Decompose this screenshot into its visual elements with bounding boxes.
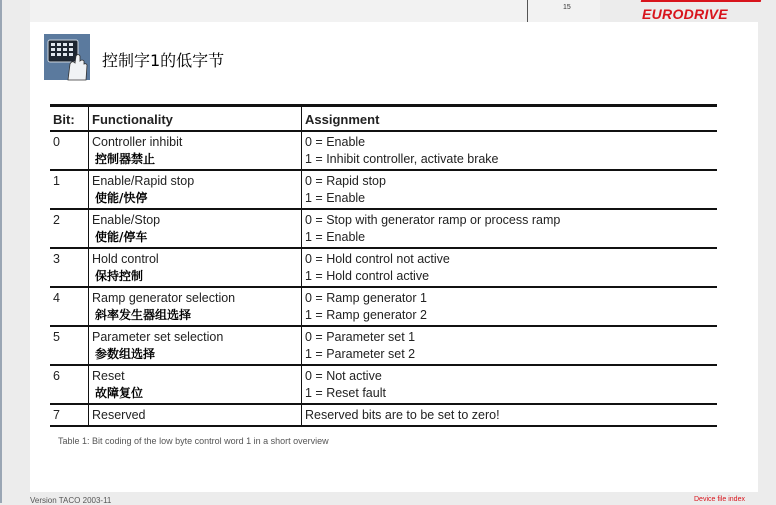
func-en: Reset bbox=[92, 369, 125, 383]
cell-bit: 0 bbox=[50, 131, 89, 170]
header-functionality: Functionality bbox=[89, 106, 302, 132]
cell-functionality bbox=[89, 326, 302, 365]
cell-bit: 2 bbox=[50, 209, 89, 248]
assign-line: 1 = Hold control active bbox=[305, 269, 430, 283]
assign-line: 0 = Rapid stop bbox=[305, 174, 386, 188]
assign-line: 1 = Reset fault bbox=[305, 386, 386, 400]
cell-assignment bbox=[302, 365, 718, 404]
func-en: Controller inhibit bbox=[92, 135, 183, 149]
cell-functionality bbox=[89, 248, 302, 287]
assign-line: 1 = Enable bbox=[305, 230, 366, 244]
header-assignment: Assignment bbox=[302, 106, 718, 132]
assign-line: 1 = Enable bbox=[305, 191, 366, 205]
func-en: Parameter set selection bbox=[92, 330, 224, 344]
page-header bbox=[30, 0, 600, 23]
assign-line: Reserved bits are to be set to zero! bbox=[305, 408, 500, 422]
assign-line: 1 = Parameter set 2 bbox=[305, 347, 416, 361]
cell-functionality bbox=[89, 404, 302, 426]
logo-brand-text: EURODRIVE bbox=[642, 6, 728, 22]
func-cn: 斜率发生器组选择 bbox=[95, 308, 192, 322]
window-left-border bbox=[0, 0, 2, 503]
assign-line: 0 = Ramp generator 1 bbox=[305, 291, 427, 305]
assign-line: 0 = Not active bbox=[305, 369, 382, 383]
header-divider bbox=[527, 0, 528, 22]
header-bit: Bit: bbox=[50, 106, 89, 132]
cell-functionality bbox=[89, 170, 302, 209]
table-row bbox=[50, 170, 717, 209]
func-en: Hold control bbox=[92, 252, 159, 266]
keypad-hand-icon bbox=[44, 34, 90, 80]
cell-bit: 6 bbox=[50, 365, 89, 404]
cell-bit: 5 bbox=[50, 326, 89, 365]
table-row bbox=[50, 209, 717, 248]
cell-assignment bbox=[302, 326, 718, 365]
func-cn: 使能/停车 bbox=[95, 230, 148, 244]
table-caption-partial: Table 1: Bit coding of the low byte control word 1 in a short overview bbox=[58, 436, 329, 446]
sew-eurodrive-logo bbox=[630, 0, 776, 22]
table-row bbox=[50, 326, 717, 365]
slide-content bbox=[30, 22, 758, 492]
cell-assignment bbox=[302, 131, 718, 170]
assign-line: 1 = Inhibit controller, activate brake bbox=[305, 152, 499, 166]
footer-version: Version TACO 2003-11 bbox=[30, 496, 112, 505]
func-cn: 故障复位 bbox=[95, 386, 144, 400]
cell-functionality bbox=[89, 287, 302, 326]
assign-line: 0 = Parameter set 1 bbox=[305, 330, 416, 344]
cell-bit: 1 bbox=[50, 170, 89, 209]
cell-assignment bbox=[302, 287, 718, 326]
table-row bbox=[50, 287, 717, 326]
assign-line: 1 = Ramp generator 2 bbox=[305, 308, 427, 322]
assign-line: 0 = Stop with generator ramp or process ramp bbox=[305, 213, 561, 227]
assign-line: 0 = Enable bbox=[305, 135, 366, 149]
assign-line: 0 = Hold control not active bbox=[305, 252, 450, 266]
func-en: Enable/Rapid stop bbox=[92, 174, 195, 188]
func-cn: 保持控制 bbox=[95, 269, 144, 283]
func-en: Enable/Stop bbox=[92, 213, 161, 227]
slide-title: 控制字1的低字节 bbox=[102, 51, 225, 70]
cell-assignment bbox=[302, 209, 718, 248]
cell-functionality bbox=[89, 209, 302, 248]
func-cn: 控制器禁止 bbox=[95, 152, 156, 166]
footer-link[interactable]: Device file index bbox=[694, 496, 745, 503]
control-word-table bbox=[50, 104, 717, 427]
cell-assignment bbox=[302, 248, 718, 287]
cell-bit: 3 bbox=[50, 248, 89, 287]
cell-functionality bbox=[89, 365, 302, 404]
func-en: Ramp generator selection bbox=[92, 291, 236, 305]
cell-functionality bbox=[89, 131, 302, 170]
table-row bbox=[50, 404, 717, 426]
cell-bit: 4 bbox=[50, 287, 89, 326]
cell-bit: 7 bbox=[50, 404, 89, 426]
page-number: 15 bbox=[563, 4, 571, 11]
func-cn: 参数组选择 bbox=[95, 347, 156, 361]
cell-assignment bbox=[302, 170, 718, 209]
cell-assignment bbox=[302, 404, 718, 426]
table-row bbox=[50, 365, 717, 404]
table-row bbox=[50, 248, 717, 287]
logo-sew-mark bbox=[641, 0, 764, 2]
func-cn: 使能/快停 bbox=[95, 191, 148, 205]
table-row bbox=[50, 131, 717, 170]
table-header-row bbox=[50, 106, 717, 132]
func-en: Reserved bbox=[92, 408, 146, 422]
